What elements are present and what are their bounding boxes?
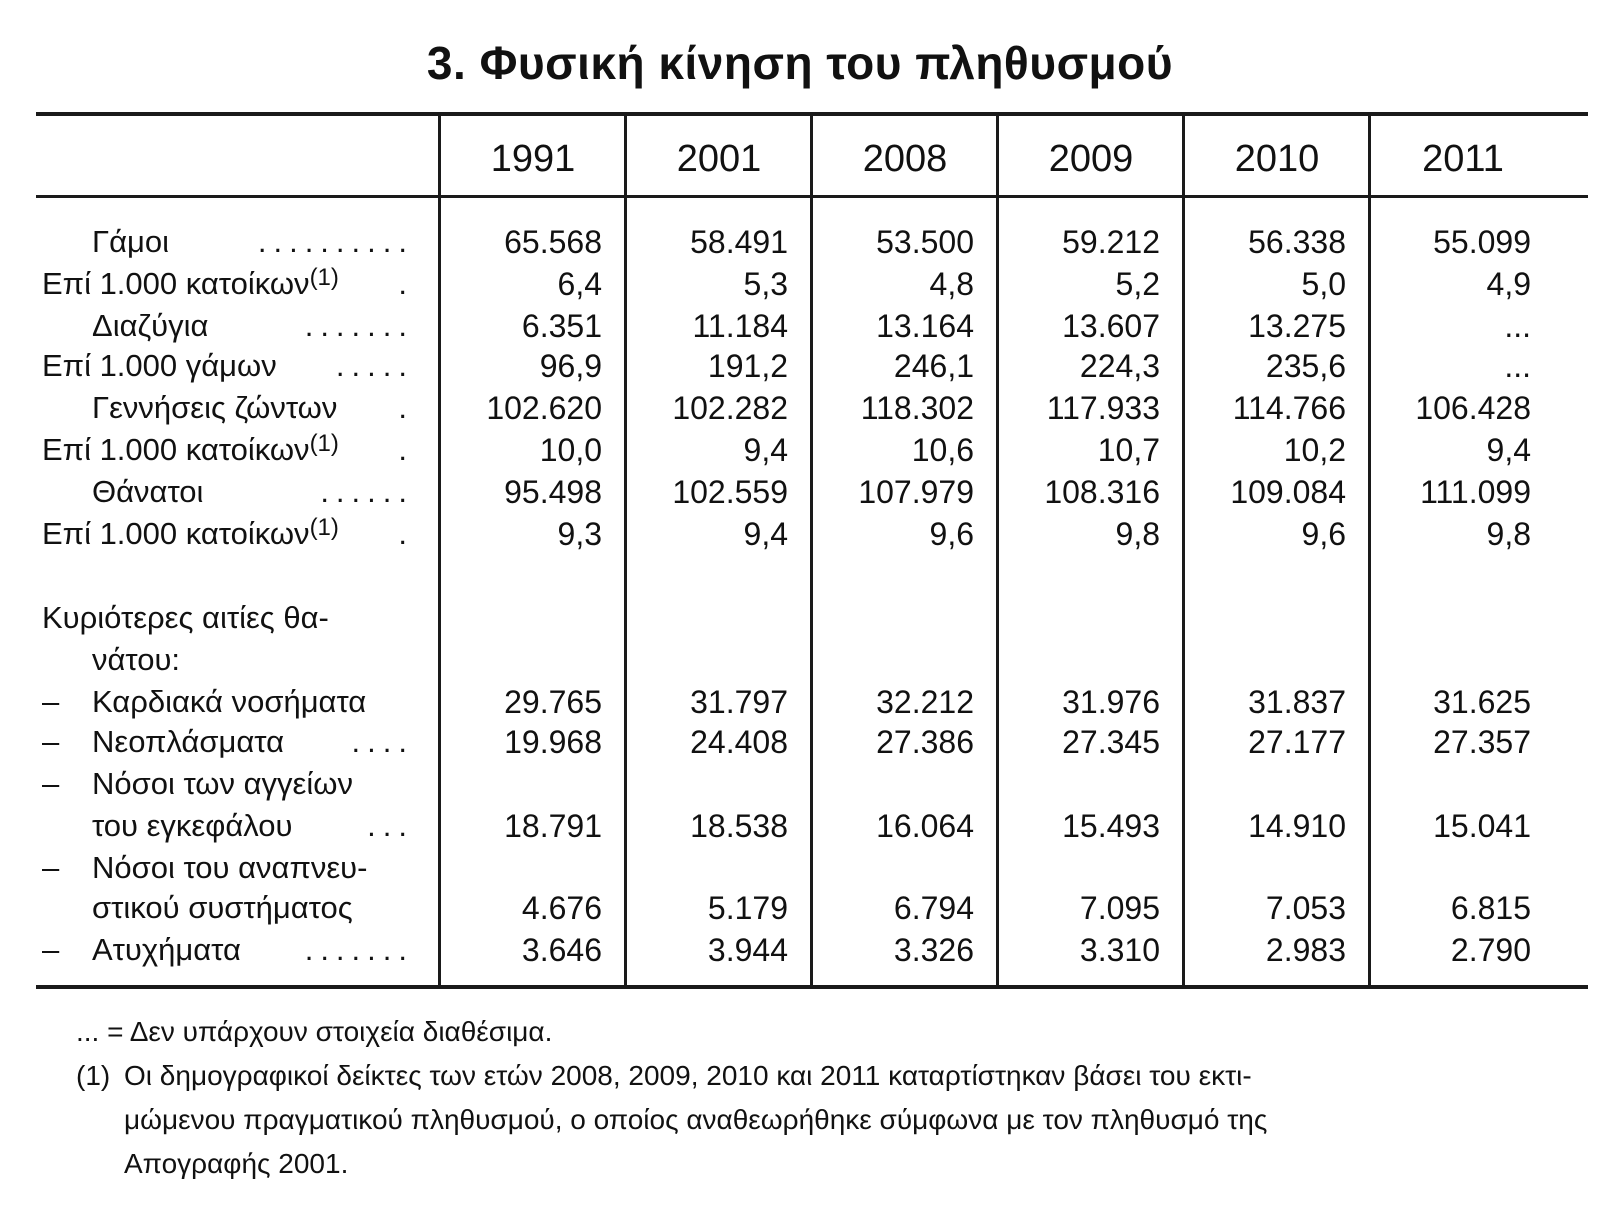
table-cell: 3.944 — [707, 932, 788, 968]
list-dash: – — [42, 724, 60, 759]
row-label-text: Νόσοι του αναπνευ- — [92, 850, 368, 885]
table-cell: 9,4 — [1486, 432, 1531, 468]
leader-dots: . — [398, 432, 414, 467]
table-cell: 4,8 — [929, 266, 974, 302]
table-cell: 118.302 — [860, 390, 974, 426]
footnote-line-1: Οι δημογραφικοί δείκτες των ετών 2008, 2009, 2010 και 2011 καταρτίστηκαν βάσει του εκτι- — [124, 1060, 1252, 1091]
table-cell: 5.179 — [707, 890, 788, 926]
table-cell: 18.538 — [690, 808, 788, 844]
table-cell: 9,6 — [1301, 516, 1346, 552]
table-cell: 2.790 — [1450, 932, 1531, 968]
table-cell: 14.910 — [1248, 808, 1346, 844]
cause-label — [92, 892, 414, 923]
row-label — [92, 226, 414, 257]
table-cell: 109.084 — [1230, 474, 1346, 510]
table-cell: 19.968 — [504, 724, 602, 760]
row-label-text: στικού συστήματος — [92, 890, 353, 925]
table-cell: ... — [1504, 308, 1531, 344]
leader-dots: ..... — [335, 348, 414, 383]
row-label-text: Θάνατοι — [92, 474, 204, 509]
table-cell: 9,4 — [743, 516, 788, 552]
cause-label — [92, 686, 414, 717]
table-cell: 65.568 — [504, 224, 602, 260]
row-label-text: του εγκεφάλου — [92, 808, 293, 843]
leader-dots: . — [398, 266, 414, 301]
row-label — [42, 430, 414, 467]
leader-dots: ...... — [320, 474, 414, 509]
table-cell: 191,2 — [707, 348, 788, 384]
year-header-1991: 1991 — [490, 138, 576, 180]
row-label — [42, 264, 414, 301]
year-header-2010: 2010 — [1234, 138, 1320, 180]
table-cell: 9,8 — [1115, 516, 1160, 552]
leader-dots: .......... — [257, 224, 414, 259]
row-label-text: Διαζύγια — [92, 308, 209, 343]
table-cell: 102.282 — [672, 390, 788, 426]
causes-heading-line-2 — [92, 644, 414, 675]
cause-label — [92, 768, 414, 799]
list-dash: – — [42, 850, 60, 885]
table-cell: 53.500 — [876, 224, 974, 260]
table-cell: 9,4 — [743, 432, 788, 468]
table-cell: ... — [1504, 348, 1531, 384]
table-cell: 102.620 — [486, 390, 602, 426]
table-cell: 16.064 — [876, 808, 974, 844]
table-cell: 59.212 — [1062, 224, 1160, 260]
table-cell: 4.676 — [521, 890, 602, 926]
row-label-text: Επί 1.000 γάμων — [42, 348, 277, 383]
table-cell: 27.345 — [1062, 724, 1160, 760]
table-cell: 114.766 — [1232, 390, 1346, 426]
table-cell: 32.212 — [876, 684, 974, 720]
table-cell: 13.607 — [1062, 308, 1160, 344]
table-cell: 55.099 — [1433, 224, 1531, 260]
table-cell: 13.164 — [876, 308, 974, 344]
table-cell: 2.983 — [1265, 932, 1346, 968]
row-label-text: Καρδιακά νοσήματα — [92, 684, 367, 719]
table-cell: 5,2 — [1115, 266, 1160, 302]
table-cell: 95.498 — [504, 474, 602, 510]
table-cell: 10,2 — [1283, 432, 1346, 468]
row-label-text: Κυριότερες αιτίες θα- — [42, 600, 329, 635]
table-cell: 15.493 — [1062, 808, 1160, 844]
cause-label — [92, 852, 414, 883]
leader-dots: . — [398, 516, 414, 551]
table-cell: 29.765 — [504, 684, 602, 720]
causes-heading-line-1 — [42, 602, 414, 633]
table-cell: 56.338 — [1248, 224, 1346, 260]
table-cell: 9,3 — [557, 516, 602, 552]
year-header-2009: 2009 — [1048, 138, 1134, 180]
cause-label — [92, 934, 414, 965]
row-label-text: Νεοπλάσματα — [92, 724, 284, 759]
note-missing-data: ... = Δεν υπάρχουν στοιχεία διαθέσιμα. — [76, 1016, 553, 1047]
table-title: 3. Φυσική κίνηση του πληθυσμού — [426, 37, 1174, 89]
footnote-ref: (1) — [309, 264, 339, 291]
table-cell: 6.351 — [521, 308, 602, 344]
table-cell: 27.386 — [876, 724, 974, 760]
table-cell: 31.837 — [1248, 684, 1346, 720]
list-dash: – — [42, 684, 60, 719]
year-header-2011: 2011 — [1422, 138, 1504, 180]
footnote-ref: (1) — [309, 514, 339, 541]
table-cell: 4,9 — [1486, 266, 1531, 302]
table-cell: 27.357 — [1433, 724, 1531, 760]
table-cell: 102.559 — [672, 474, 788, 510]
table-cell: 6.815 — [1450, 890, 1531, 926]
table-cell: 107.979 — [858, 474, 974, 510]
row-label-text: Νόσοι των αγγείων — [92, 766, 353, 801]
table-cell: 9,6 — [929, 516, 974, 552]
year-header-2008: 2008 — [862, 138, 948, 180]
table-cell: 5,3 — [743, 266, 788, 302]
footnote-line-3: Απογραφής 2001. — [124, 1148, 349, 1179]
leader-dots: . — [398, 390, 414, 425]
leader-dots: ....... — [304, 308, 414, 343]
table-cell: 3.310 — [1079, 932, 1160, 968]
year-header-2001: 2001 — [676, 138, 762, 180]
table-cell: 10,6 — [911, 432, 974, 468]
row-label-text: Επί 1.000 κατοίκων — [42, 266, 310, 301]
list-dash: – — [42, 766, 60, 801]
row-label-text: νάτου: — [92, 642, 181, 677]
table-cell: 10,7 — [1097, 432, 1160, 468]
row-label-text: Γάμοι — [92, 224, 169, 259]
table-cell: 111.099 — [1420, 474, 1531, 510]
leader-dots: ... — [367, 808, 414, 843]
row-label-text: Ατυχήματα — [92, 932, 241, 967]
table-cell: 235,6 — [1265, 348, 1346, 384]
table-cell: 18.791 — [504, 808, 602, 844]
list-dash: – — [42, 932, 60, 967]
cause-label — [92, 726, 414, 757]
table-cell: 246,1 — [893, 348, 974, 384]
row-label-text: Γεννήσεις ζώντων — [92, 390, 338, 425]
table-cell: 5,0 — [1301, 266, 1346, 302]
footnote-marker: (1) — [76, 1060, 111, 1091]
table-cell: 58.491 — [690, 224, 788, 260]
table-cell: 96,9 — [539, 348, 602, 384]
row-label — [42, 514, 414, 551]
table-cell: 11.184 — [692, 308, 788, 344]
leader-dots: .... — [351, 724, 414, 759]
footnote-line-2: μώμενου πραγματικού πληθυσμού, ο οποίος αναθεωρήθηκε σύμφωνα με τον πληθυσμό της — [124, 1104, 1268, 1135]
footnote-ref: (1) — [309, 430, 339, 457]
table-cell: 224,3 — [1079, 348, 1160, 384]
table-cell: 27.177 — [1248, 724, 1346, 760]
row-label — [42, 350, 414, 381]
table-cell: 3.646 — [521, 932, 602, 968]
table-cell: 15.041 — [1433, 808, 1531, 844]
leader-dots: ....... — [304, 932, 414, 967]
table-cell: 3.326 — [893, 932, 974, 968]
table-cell: 31.976 — [1062, 684, 1160, 720]
table-cell: 24.408 — [690, 724, 788, 760]
table-cell: 31.797 — [690, 684, 788, 720]
cause-label — [92, 810, 414, 841]
row-label — [92, 310, 414, 341]
table-cell: 13.275 — [1248, 308, 1346, 344]
table-cell: 7.095 — [1079, 890, 1160, 926]
table-cell: 117.933 — [1046, 390, 1160, 426]
table-cell: 108.316 — [1044, 474, 1160, 510]
row-label — [92, 392, 414, 423]
table-cell: 7.053 — [1265, 890, 1346, 926]
table-cell: 10,0 — [539, 432, 602, 468]
row-label — [92, 476, 414, 507]
table-cell: 6.794 — [893, 890, 974, 926]
table-cell: 9,8 — [1486, 516, 1531, 552]
table-cell: 31.625 — [1433, 684, 1531, 720]
row-label-text: Επί 1.000 κατοίκων — [42, 432, 310, 467]
row-label-text: Επί 1.000 κατοίκων — [42, 516, 310, 551]
table-cell: 6,4 — [557, 266, 602, 302]
table-cell: 106.428 — [1415, 390, 1531, 426]
